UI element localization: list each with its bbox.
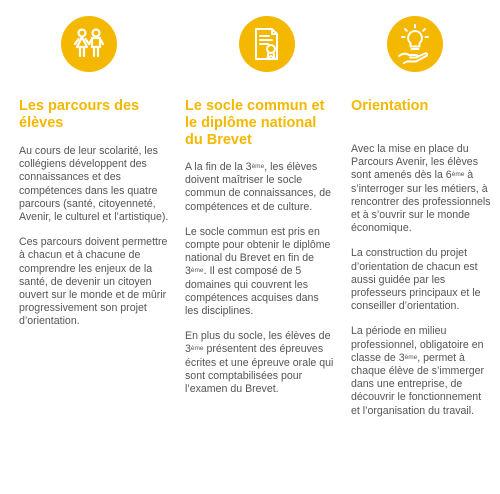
paragraph: La construction du projet d’orientation de chacun est aussi guidée par les professeurs principaux et le conseiller d’orientation. (351, 247, 481, 313)
paragraph: La période en milieu professionnel, obligatoire en classe de 3ème, permet à chaque élève de s’immerger dans une entreprise, de découvrir le fonctionnement et l’organisation du travail. (351, 325, 485, 417)
section-body (185, 161, 335, 408)
diploma-certificate-icon (239, 16, 295, 72)
lightbulb-hand-icon (387, 16, 443, 72)
section-title: Les parcours des élèves (19, 98, 140, 131)
paragraph: En plus du socle, les élèves de 3ème présentent des épreuves écrites et une épreuve orale qui sont comptabilisées pour l’examen du Brevet. (185, 330, 334, 396)
paragraph: Au cours de leur scolarité, les collégiens développent des connaissances et des compétences dans les quatre parcours (santé, citoyenneté, Avenir, le culturel et l’artistique). (19, 145, 169, 224)
section-body (351, 143, 491, 430)
paragraph: Le socle commun est pris en compte pour obtenir le diplôme national du Brevet en fin de 3ème. Il est composé de 5 domaines qui couvrent les compétences acquises dans les disciplines. (185, 225, 331, 318)
section-title: Le socle commun et le diplôme national du Brevet (185, 98, 325, 148)
children-icon (61, 16, 117, 72)
paragraph: A la fin de la 3ème, les élèves doivent maîtriser le socle commun de connaissances, de compétences et de culture. (185, 161, 332, 213)
paragraph: Avec la mise en place du Parcours Avenir, les élèves sont amenés dès la 6ème à s’interroger sur les métiers, à rencontrer des professionnels et à s’ouvrir sur le monde économique. (351, 143, 491, 235)
paragraph: Ces parcours doivent permettre à chacun et à chacune de comprendre les enjeux de la santé, de devenir un citoyen ouvert sur le monde et de mûrir progressivement son projet d’orientation. (19, 236, 168, 328)
section-body (19, 145, 174, 341)
section-title: Orientation (351, 98, 429, 114)
